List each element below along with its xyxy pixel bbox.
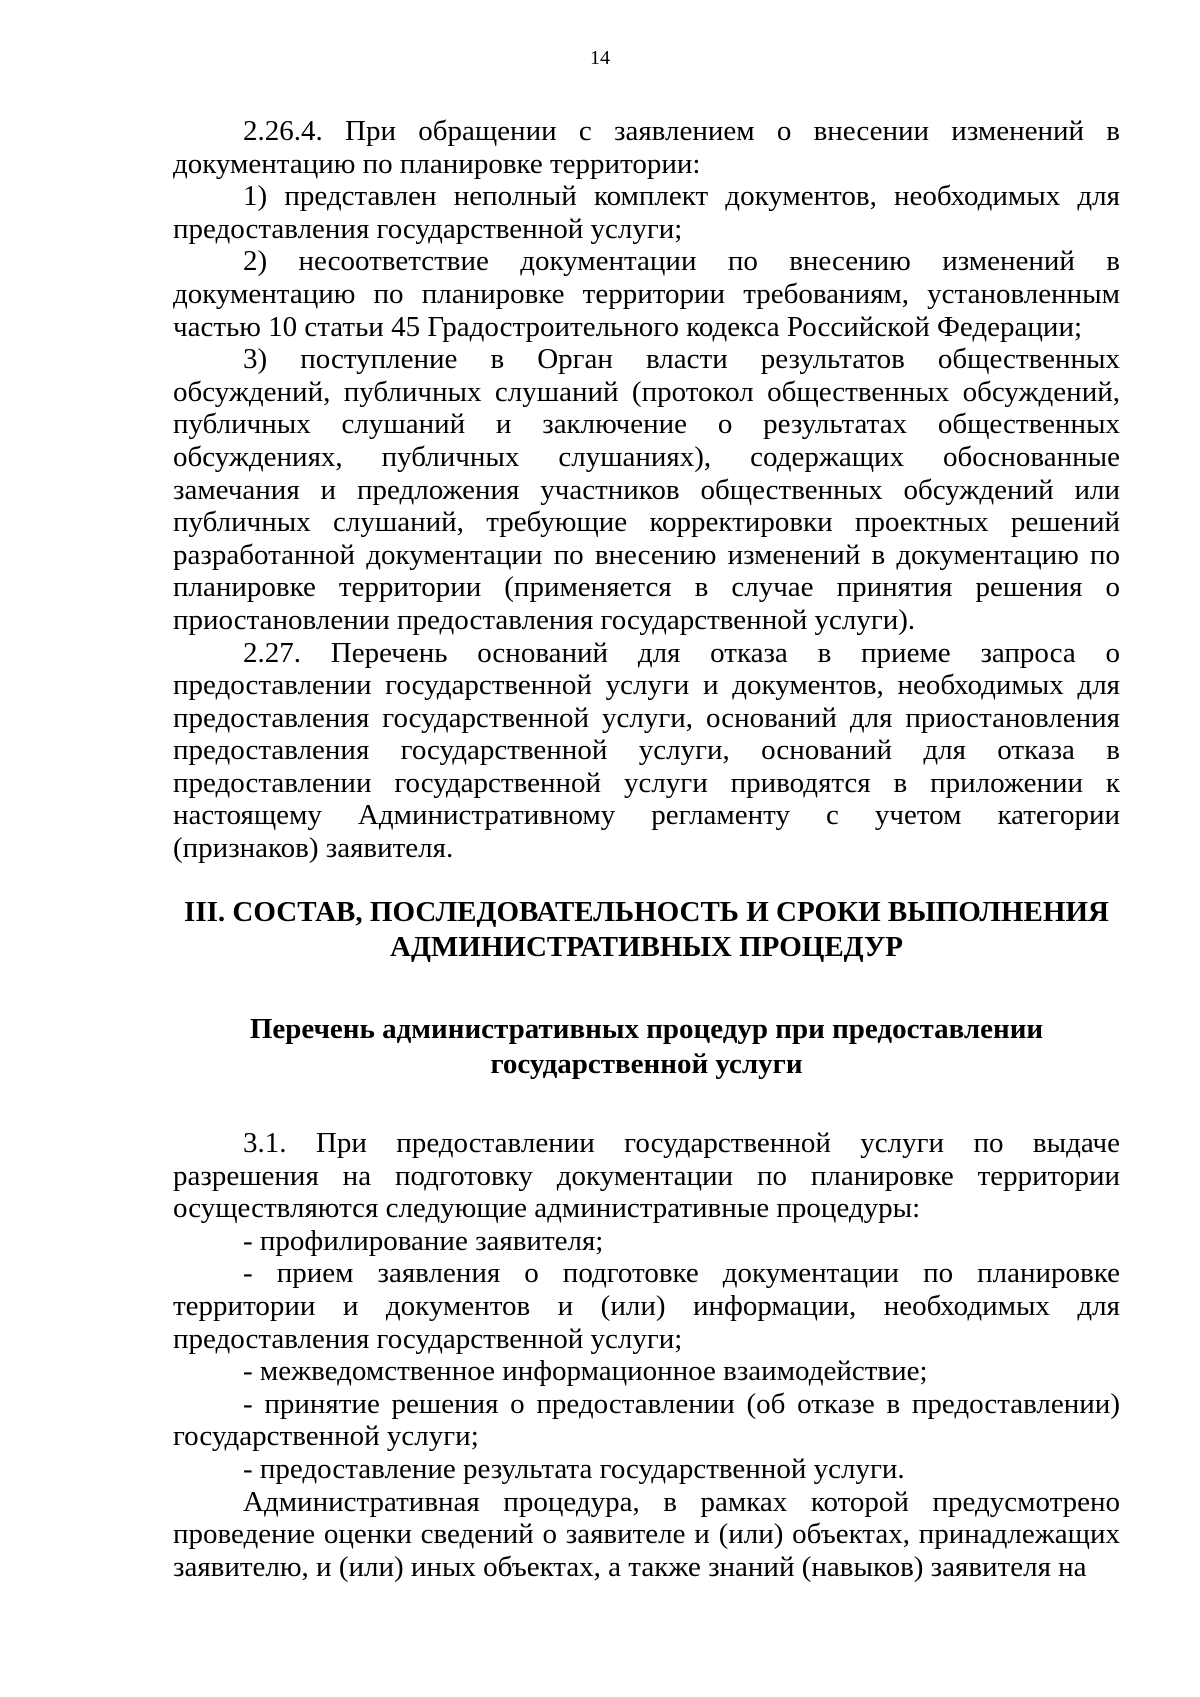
procedure-item-interaction: - межведомственное информационное взаимодействие; xyxy=(243,1355,928,1388)
paragraphs-grounds-for-refusal xyxy=(173,115,1120,865)
paragraph-3-1: 3.1. При предоставлении государственной услуги по выдаче разрешения на подготовку документации по планировке территории осуществляются следующие административные процедуры: xyxy=(173,1127,1120,1225)
procedure-item-result: - предоставление результата государственной услуги. xyxy=(243,1452,905,1485)
paragraph-assessment-procedure: Административная процедура, в рамках которой предусмотрено проведение оценки сведений о заявителе и (или) объектах, принадлежащих заявителю, и (или) иных объектах, а также знаний (навыков) заявителя на xyxy=(173,1485,1120,1583)
section-heading xyxy=(173,895,1120,965)
section-heading-line-1: III. СОСТАВ, ПОСЛЕДОВАТЕЛЬНОСТЬ И СРОКИ ВЫПОЛНЕНИЯ xyxy=(184,896,1109,928)
section-heading-line-2: АДМИНИСТРАТИВНЫХ ПРОЦЕДУР xyxy=(390,931,903,963)
paragraph-item-1: 1) представлен неполный комплект документов, необходимых для предоставления государственной услуги; xyxy=(173,180,1120,245)
paragraph-item-3: 3) поступление в Орган власти результатов общественных обсуждений, публичных слушаний (протокол общественных обсуждений, публичных слушаний и заключение о результатах общественных обсуждениях, публичных слушаниях), содержащих обоснованные замечания и предложения участников общественных обсуждений или публичных слушаний, требующие корректировки проектных решений разработанной документации по внесению изменений в документацию по планировке территории (применяется в случае принятия решения о приостановлении предоставления государственной услуги). xyxy=(173,343,1120,636)
paragraphs-administrative-procedures xyxy=(173,1127,1120,1583)
paragraph-item-2: 2) несоответствие документации по внесению изменений в документацию по планировке территории требованиям, установленным частью 10 статьи 45 Градостроительного кодекса Российской Федерации; xyxy=(173,245,1120,343)
sub-heading-line-1: Перечень административных процедур при предоставлении xyxy=(249,1013,1044,1045)
procedure-item-decision: - принятие решения о предоставлении (об отказе в предоставлении) государственной услуги; xyxy=(173,1387,1120,1453)
sub-heading-line-2: государственной услуги xyxy=(490,1048,803,1080)
sub-heading xyxy=(173,1012,1120,1082)
paragraph-2-26-4: 2.26.4. При обращении с заявлением о внесении изменений в документацию по планировке территории: xyxy=(173,115,1120,180)
procedure-item-profiling: - профилирование заявителя; xyxy=(243,1224,604,1257)
procedure-item-reception: - прием заявления о подготовке документации по планировке территории и документов и (или) информации, необходимых для предоставления государственной услуги; xyxy=(173,1257,1120,1355)
page-number: 14 xyxy=(590,47,610,69)
paragraph-2-27: 2.27. Перечень оснований для отказа в приеме запроса о предоставлении государственной услуги и документов, необходимых для предоставления государственной услуги, оснований для приостановления предоставления государственной услуги, оснований для отказа в предоставлении государственной услуги приводятся в приложении к настоящему Административному регламенту с учетом категории (признаков) заявителя. xyxy=(173,636,1120,865)
